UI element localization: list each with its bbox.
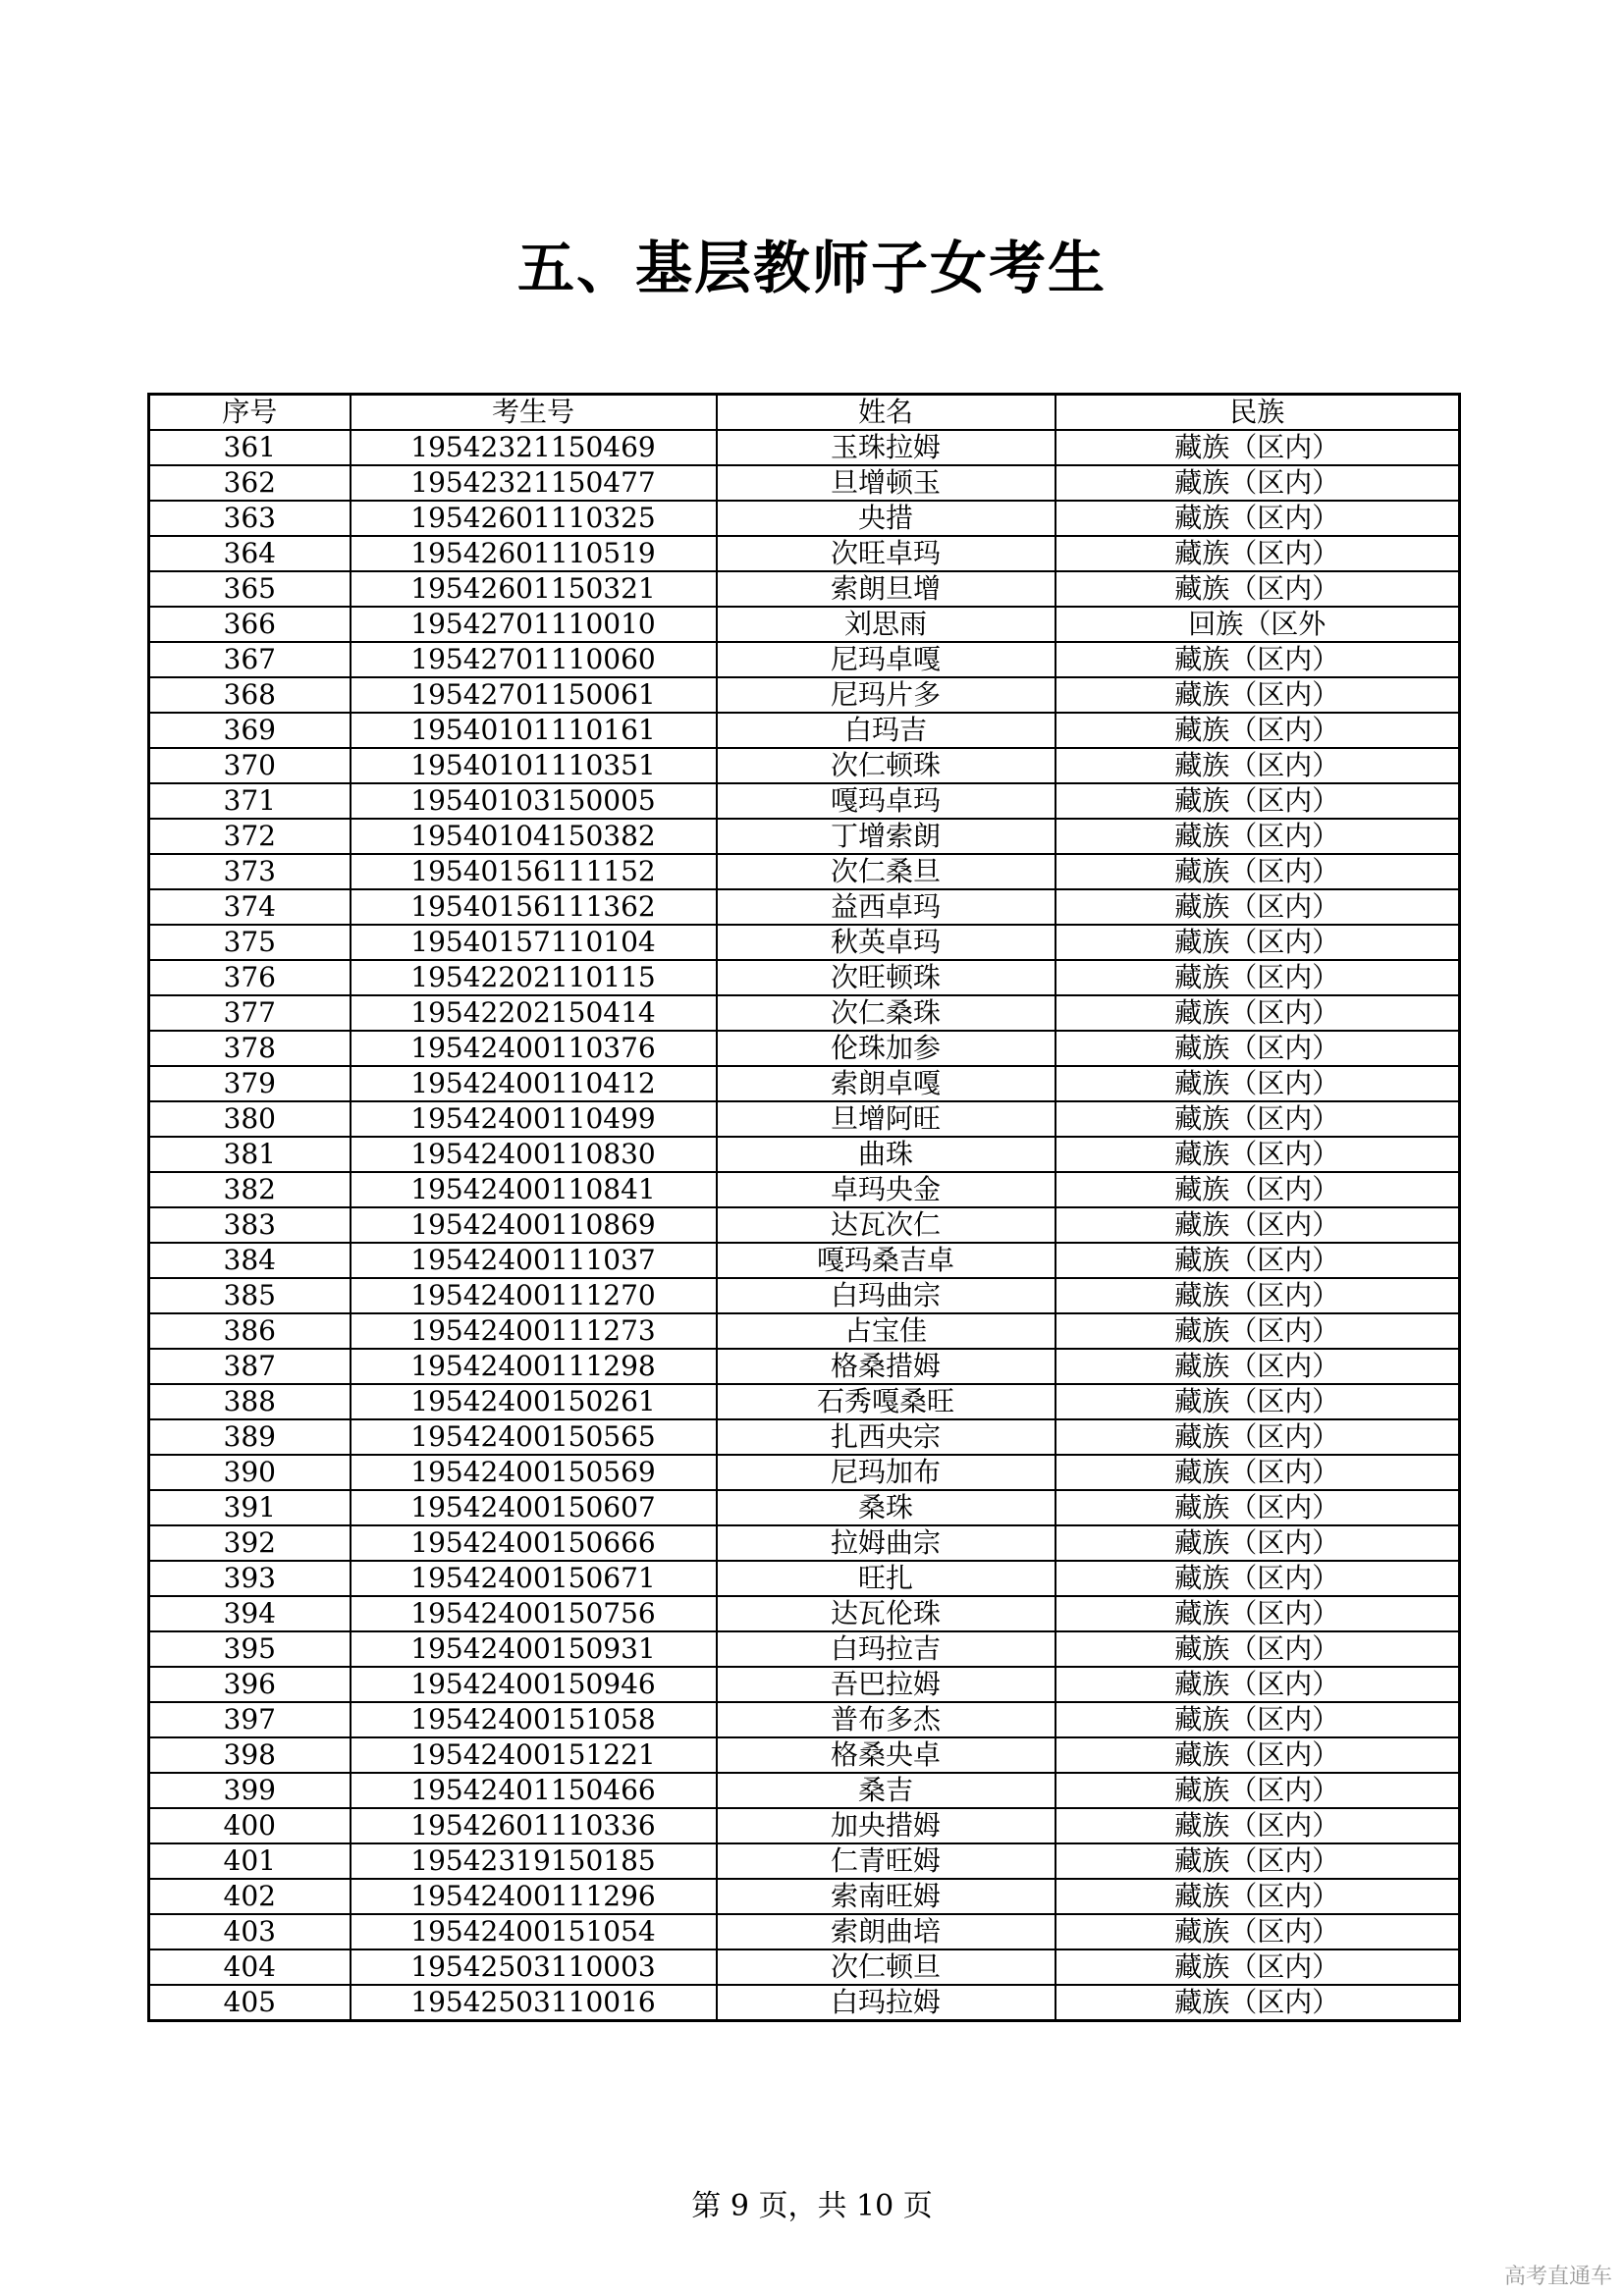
name-cell: 索朗旦增 [717,571,1056,607]
ethnicity-cell: 藏族（区内） [1056,501,1460,536]
name-cell: 格桑央卓 [717,1737,1056,1773]
exam-number-cell: 19542400150565 [351,1419,717,1455]
exam-number-cell: 19540157110104 [351,925,717,960]
table-row [149,1914,1460,1949]
table-row [149,819,1460,854]
table-row [149,1101,1460,1137]
name-cell: 次仁顿旦 [717,1949,1056,1985]
serial-cell: 362 [149,465,351,501]
page-title: 五、基层教师子女考生 [516,235,1107,301]
exam-number-cell: 19542400151054 [351,1914,717,1949]
ethnicity-cell: 藏族（区内） [1056,1843,1460,1879]
ethnicity-cell: 藏族（区内） [1056,536,1460,571]
serial-cell: 395 [149,1631,351,1667]
ethnicity-cell: 藏族（区内） [1056,1985,1460,2021]
table-row [149,889,1460,925]
table-row [149,1843,1460,1879]
serial-cell: 375 [149,925,351,960]
ethnicity-cell: 藏族（区内） [1056,642,1460,677]
ethnicity-cell: 藏族（区内） [1056,677,1460,713]
ethnicity-cell: 藏族（区内） [1056,1031,1460,1066]
serial-cell: 398 [149,1737,351,1773]
ethnicity-cell: 藏族（区内） [1056,1808,1460,1843]
table-row [149,1879,1460,1914]
serial-cell: 394 [149,1596,351,1631]
ethnicity-cell: 藏族（区内） [1056,1737,1460,1773]
serial-cell: 402 [149,1879,351,1914]
exam-number-cell: 19542400151221 [351,1737,717,1773]
exam-number-cell: 19540103150005 [351,783,717,819]
exam-number-cell: 19542701110060 [351,642,717,677]
serial-cell: 367 [149,642,351,677]
exam-number-cell: 19540156111362 [351,889,717,925]
ethnicity-cell: 藏族（区内） [1056,854,1460,889]
serial-cell: 393 [149,1561,351,1596]
table-row [149,1808,1460,1843]
name-cell: 拉姆曲宗 [717,1525,1056,1561]
table-row [149,1313,1460,1349]
ethnicity-cell: 藏族（区内） [1056,1455,1460,1490]
ethnicity-cell: 藏族（区内） [1056,1207,1460,1243]
table-row [149,1278,1460,1313]
exam-number-cell: 19542400150666 [351,1525,717,1561]
serial-cell: 376 [149,960,351,995]
name-cell: 旦增顿玉 [717,465,1056,501]
ethnicity-cell: 藏族（区内） [1056,1384,1460,1419]
name-cell: 曲珠 [717,1137,1056,1172]
serial-cell: 382 [149,1172,351,1207]
name-cell: 伦珠加参 [717,1031,1056,1066]
exam-number-cell: 19540104150382 [351,819,717,854]
ethnicity-cell: 藏族（区内） [1056,1137,1460,1172]
exam-number-cell: 19542601110519 [351,536,717,571]
ethnicity-cell: 藏族（区内） [1056,1561,1460,1596]
table-row [149,1349,1460,1384]
exam-number-cell: 19542400150261 [351,1384,717,1419]
serial-cell: 403 [149,1914,351,1949]
exam-number-cell: 19542400110499 [351,1101,717,1137]
header-name: 姓名 [717,395,1056,431]
exam-number-cell: 19542401150466 [351,1773,717,1808]
table-row [149,1561,1460,1596]
table-body [149,430,1460,2021]
name-cell: 益西卓玛 [717,889,1056,925]
exam-number-cell: 19542400150756 [351,1596,717,1631]
serial-cell: 383 [149,1207,351,1243]
exam-number-cell: 19542400150569 [351,1455,717,1490]
serial-cell: 379 [149,1066,351,1101]
serial-cell: 366 [149,607,351,642]
table-row [149,1773,1460,1808]
name-cell: 桑吉 [717,1773,1056,1808]
serial-cell: 378 [149,1031,351,1066]
exam-number-cell: 19542400151058 [351,1702,717,1737]
exam-number-cell: 19542400110830 [351,1137,717,1172]
table-row [149,713,1460,748]
serial-cell: 363 [149,501,351,536]
exam-number-cell: 19542202150414 [351,995,717,1031]
table-row [149,465,1460,501]
table-row [149,995,1460,1031]
name-cell: 丁增索朗 [717,819,1056,854]
serial-cell: 389 [149,1419,351,1455]
serial-cell: 369 [149,713,351,748]
ethnicity-cell: 藏族（区内） [1056,1914,1460,1949]
exam-number-cell: 19542701150061 [351,677,717,713]
serial-cell: 404 [149,1949,351,1985]
name-cell: 白玛拉吉 [717,1631,1056,1667]
name-cell: 达瓦伦珠 [717,1596,1056,1631]
table-row [149,960,1460,995]
ethnicity-cell: 藏族（区内） [1056,1596,1460,1631]
ethnicity-cell: 藏族（区内） [1056,783,1460,819]
table-row [149,1455,1460,1490]
ethnicity-cell: 藏族（区内） [1056,713,1460,748]
exam-number-cell: 19542400111270 [351,1278,717,1313]
name-cell: 卓玛央金 [717,1172,1056,1207]
ethnicity-cell: 藏族（区内） [1056,1949,1460,1985]
name-cell: 加央措姆 [717,1808,1056,1843]
serial-cell: 381 [149,1137,351,1172]
exam-number-cell: 19542400111037 [351,1243,717,1278]
ethnicity-cell: 藏族（区内） [1056,430,1460,465]
name-cell: 旦增阿旺 [717,1101,1056,1137]
header-ethnicity: 民族 [1056,395,1460,431]
ethnicity-cell: 藏族（区内） [1056,995,1460,1031]
table-row [149,1737,1460,1773]
exam-number-cell: 19542601110336 [351,1808,717,1843]
exam-number-cell: 19542400150931 [351,1631,717,1667]
exam-number-cell: 19542400150671 [351,1561,717,1596]
ethnicity-cell: 藏族（区内） [1056,819,1460,854]
serial-cell: 384 [149,1243,351,1278]
ethnicity-cell: 藏族（区内） [1056,748,1460,783]
name-cell: 格桑措姆 [717,1349,1056,1384]
table-row [149,854,1460,889]
table-row [149,1702,1460,1737]
exam-number-cell: 19540101110161 [351,713,717,748]
name-cell: 玉珠拉姆 [717,430,1056,465]
ethnicity-cell: 藏族（区内） [1056,889,1460,925]
ethnicity-cell: 藏族（区内） [1056,960,1460,995]
exam-number-cell: 19542503110016 [351,1985,717,2021]
name-cell: 次旺顿珠 [717,960,1056,995]
name-cell: 次仁顿珠 [717,748,1056,783]
table-row [149,1243,1460,1278]
watermark: 高考直通车 [1503,2265,1612,2289]
serial-cell: 361 [149,430,351,465]
name-cell: 桑珠 [717,1490,1056,1525]
table-row [149,1949,1460,1985]
serial-cell: 370 [149,748,351,783]
name-cell: 刘思雨 [717,607,1056,642]
exam-number-cell: 19542400110841 [351,1172,717,1207]
serial-cell: 377 [149,995,351,1031]
exam-number-cell: 19542400111296 [351,1879,717,1914]
name-cell: 扎西央宗 [717,1419,1056,1455]
table-row [149,1631,1460,1667]
exam-number-cell: 19542321150477 [351,465,717,501]
exam-number-cell: 19542400111298 [351,1349,717,1384]
candidate-table [147,393,1461,2022]
name-cell: 索朗卓嘎 [717,1066,1056,1101]
ethnicity-cell: 藏族（区内） [1056,571,1460,607]
ethnicity-cell: 藏族（区内） [1056,1702,1460,1737]
ethnicity-cell: 藏族（区内） [1056,465,1460,501]
exam-number-cell: 19542400110376 [351,1031,717,1066]
exam-number-cell: 19542400111273 [351,1313,717,1349]
ethnicity-cell: 回族（区外 [1056,607,1460,642]
serial-cell: 386 [149,1313,351,1349]
serial-cell: 374 [149,889,351,925]
serial-cell: 373 [149,854,351,889]
serial-cell: 387 [149,1349,351,1384]
name-cell: 仁青旺姆 [717,1843,1056,1879]
serial-cell: 368 [149,677,351,713]
table-row [149,642,1460,677]
name-cell: 嘎玛卓玛 [717,783,1056,819]
header-exam-number: 考生号 [351,395,717,431]
exam-number-cell: 19542701110010 [351,607,717,642]
ethnicity-cell: 藏族（区内） [1056,1879,1460,1914]
serial-cell: 405 [149,1985,351,2021]
serial-cell: 396 [149,1667,351,1702]
ethnicity-cell: 藏族（区内） [1056,1419,1460,1455]
serial-cell: 391 [149,1490,351,1525]
name-cell: 旺扎 [717,1561,1056,1596]
serial-cell: 380 [149,1101,351,1137]
name-cell: 央措 [717,501,1056,536]
name-cell: 索朗曲培 [717,1914,1056,1949]
exam-number-cell: 19542400150607 [351,1490,717,1525]
exam-number-cell: 19542400110412 [351,1066,717,1101]
exam-number-cell: 19542202110115 [351,960,717,995]
name-cell: 尼玛卓嘎 [717,642,1056,677]
name-cell: 吾巴拉姆 [717,1667,1056,1702]
name-cell: 石秀嘎桑旺 [717,1384,1056,1419]
serial-cell: 388 [149,1384,351,1419]
name-cell: 尼玛加布 [717,1455,1056,1490]
ethnicity-cell: 藏族（区内） [1056,1313,1460,1349]
serial-cell: 371 [149,783,351,819]
serial-cell: 365 [149,571,351,607]
serial-cell: 401 [149,1843,351,1879]
exam-number-cell: 19542321150469 [351,430,717,465]
table-row [149,607,1460,642]
exam-number-cell: 19542503110003 [351,1949,717,1985]
serial-cell: 400 [149,1808,351,1843]
table-row [149,1137,1460,1172]
name-cell: 次仁桑珠 [717,995,1056,1031]
name-cell: 占宝佳 [717,1313,1056,1349]
serial-cell: 397 [149,1702,351,1737]
serial-cell: 364 [149,536,351,571]
serial-cell: 385 [149,1278,351,1313]
exam-number-cell: 19542400110869 [351,1207,717,1243]
name-cell: 索南旺姆 [717,1879,1056,1914]
ethnicity-cell: 藏族（区内） [1056,1243,1460,1278]
ethnicity-cell: 藏族（区内） [1056,1101,1460,1137]
ethnicity-cell: 藏族（区内） [1056,1278,1460,1313]
table-row [149,1985,1460,2021]
ethnicity-cell: 藏族（区内） [1056,1773,1460,1808]
name-cell: 秋英卓玛 [717,925,1056,960]
table-row [149,748,1460,783]
table-row [149,925,1460,960]
name-cell: 白玛拉姆 [717,1985,1056,2021]
table-row [149,1525,1460,1561]
exam-number-cell: 19542601110325 [351,501,717,536]
table-row [149,677,1460,713]
serial-cell: 372 [149,819,351,854]
ethnicity-cell: 藏族（区内） [1056,1490,1460,1525]
ethnicity-cell: 藏族（区内） [1056,1349,1460,1384]
ethnicity-cell: 藏族（区内） [1056,1066,1460,1101]
table-row [149,1419,1460,1455]
exam-number-cell: 19540101110351 [351,748,717,783]
table-row [149,571,1460,607]
exam-number-cell: 19542400150946 [351,1667,717,1702]
ethnicity-cell: 藏族（区内） [1056,1667,1460,1702]
ethnicity-cell: 藏族（区内） [1056,1631,1460,1667]
table-row [149,430,1460,465]
name-cell: 嘎玛桑吉卓 [717,1243,1056,1278]
table-row [149,536,1460,571]
table-row [149,1031,1460,1066]
name-cell: 普布多杰 [717,1702,1056,1737]
serial-cell: 390 [149,1455,351,1490]
name-cell: 白玛吉 [717,713,1056,748]
name-cell: 达瓦次仁 [717,1207,1056,1243]
name-cell: 白玛曲宗 [717,1278,1056,1313]
table-row [149,1596,1460,1631]
ethnicity-cell: 藏族（区内） [1056,1525,1460,1561]
table-row [149,1490,1460,1525]
page-footer: 第 9 页，共 10 页 [691,2189,933,2223]
table-row [149,501,1460,536]
table-row [149,1207,1460,1243]
exam-number-cell: 19540156111152 [351,854,717,889]
table-row [149,1384,1460,1419]
table-row [149,1667,1460,1702]
table-row [149,1066,1460,1101]
exam-number-cell: 19542601150321 [351,571,717,607]
table-row [149,1172,1460,1207]
serial-cell: 399 [149,1773,351,1808]
table-row [149,783,1460,819]
ethnicity-cell: 藏族（区内） [1056,1172,1460,1207]
ethnicity-cell: 藏族（区内） [1056,925,1460,960]
name-cell: 次旺卓玛 [717,536,1056,571]
name-cell: 尼玛片多 [717,677,1056,713]
serial-cell: 392 [149,1525,351,1561]
exam-number-cell: 19542319150185 [351,1843,717,1879]
name-cell: 次仁桑旦 [717,854,1056,889]
table-header-row [149,395,1460,431]
header-serial: 序号 [149,395,351,431]
